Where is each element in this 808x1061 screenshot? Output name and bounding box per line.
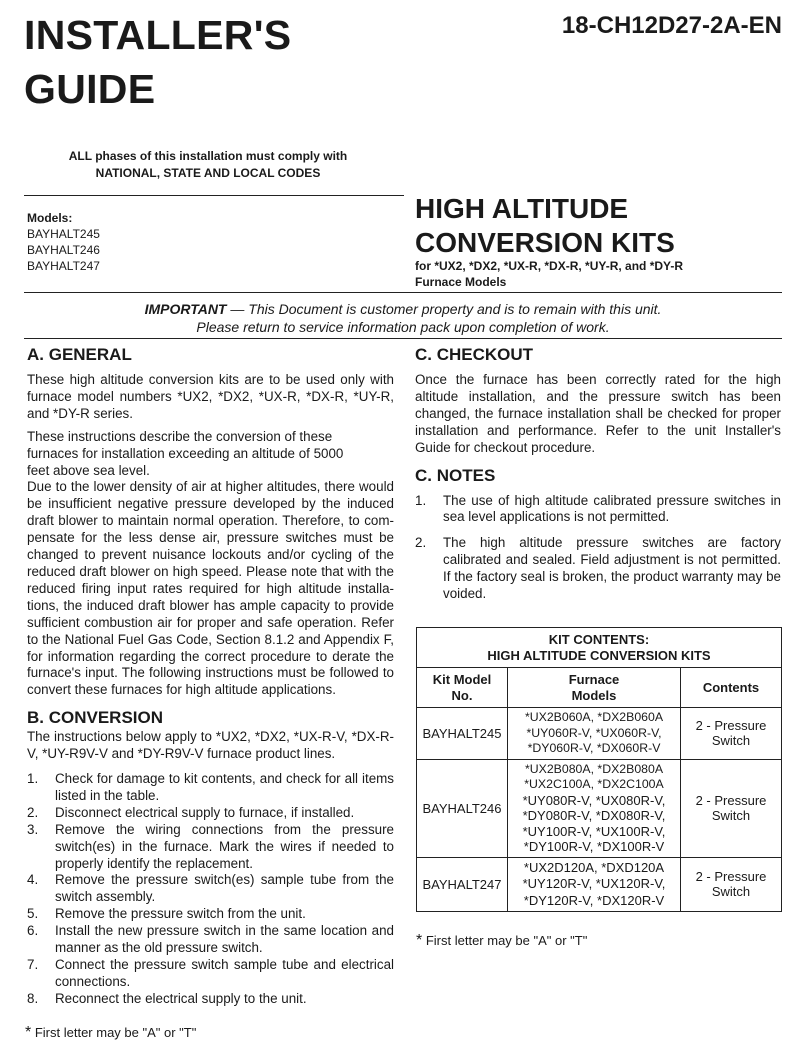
footnote-left	[25, 1024, 196, 1042]
divider-left	[24, 195, 404, 196]
column-header-furnace: Furnace Models	[508, 668, 681, 708]
table-row	[417, 857, 782, 912]
title-line-2: GUIDE	[24, 66, 156, 112]
contents-cell: 2 - Pressure Switch	[681, 708, 782, 760]
model-item: BAYHALT246	[27, 243, 100, 257]
divider-bottom	[24, 338, 782, 339]
important-line-2: Please return to service information pack upon completion of work.	[196, 319, 610, 335]
asterisk: *	[25, 1024, 32, 1041]
models-label: Models:	[27, 211, 73, 225]
notes-list	[415, 493, 781, 603]
general-heading: A. GENERAL	[27, 345, 132, 364]
asterisk: *	[416, 932, 423, 949]
compliance-notice	[40, 148, 376, 182]
table-header-row	[417, 668, 782, 708]
list-item: 4. Remove the pressure switch(es) sample tube from the switch assembly.	[27, 872, 394, 905]
important-text: — This Document is customer property and is to remain with this unit.	[226, 301, 662, 317]
kit-title	[415, 192, 675, 260]
general-paragraph-2: These instructions describe the conversion of these furnaces for installation exceeding an altitude of 5000 feet above sea level.	[27, 428, 344, 478]
list-item: 1. The use of high altitude calibrated pressure switches in sea level applications is not permitted.	[415, 492, 781, 525]
list-item: 2. The high altitude pressure switches are factory calibrated and sealed. Field adjustment is not permitted. If the factory seal is broken, the product warranty may be voided.	[415, 535, 781, 602]
notes-heading: C. NOTES	[415, 465, 496, 485]
list-item: 8. Reconnect the electrical supply to the unit.	[27, 990, 307, 1006]
list-item: 3. Remove the wiring connections from the pressure switch(es) in the furnace. Mark the wires if needed to properly identify the replacement.	[27, 821, 394, 871]
title-line-1: INSTALLER'S	[24, 12, 292, 58]
kit-subtitle-line-1: for *UX2, *DX2, *UX-R, *DX-R, *UY-R, and *DY-R	[415, 259, 684, 273]
kit-subtitle-line-2: Furnace Models	[415, 275, 507, 289]
important-notice	[24, 300, 782, 336]
compliance-line-2: NATIONAL, STATE AND LOCAL CODES	[95, 166, 321, 180]
table-title-row	[417, 628, 782, 668]
table-title: KIT CONTENTS: HIGH ALTITUDE CONVERSION KITS	[417, 628, 782, 668]
divider-top	[24, 292, 782, 293]
list-item: 2. Disconnect electrical supply to furnace, if installed.	[27, 804, 355, 820]
kit-model-cell: BAYHALT247	[417, 857, 508, 912]
left-column	[27, 344, 394, 1008]
table-row	[417, 759, 782, 857]
list-item: 6. Install the new pressure switch in the same location and manner as the old pressure switch.	[27, 923, 394, 956]
kit-title-line-2: CONVERSION KITS	[415, 227, 675, 258]
kit-subtitle	[415, 258, 775, 290]
kit-model-cell: BAYHALT245	[417, 708, 508, 760]
important-label: IMPORTANT	[144, 301, 227, 317]
checkout-heading: C. CHECKOUT	[415, 345, 534, 364]
models-list	[27, 210, 100, 274]
kit-model-cell: BAYHALT246	[417, 759, 508, 857]
general-paragraph-1: These high altitude conversion kits are to be used only with furnace model numbers *UX2, *DX2, *UX-R, *DX-R, *UY-R, and *DY-R series.	[27, 372, 394, 421]
compliance-line-1: ALL phases of this installation must comply with	[68, 149, 348, 163]
footnote-text: First letter may be "A" or "T"	[422, 933, 588, 948]
kit-title-line-1: HIGH ALTITUDE	[415, 193, 629, 224]
furnace-models-cell: *UX2D120A, *DXD120A *UY120R-V, *UX120R-V, *DY120R-V, *DX120R-V	[508, 857, 681, 912]
footnote-text: First letter may be "A" or "T"	[31, 1025, 197, 1040]
list-item: 5. Remove the pressure switch from the unit.	[27, 906, 306, 922]
column-header-kit: Kit Model No.	[417, 668, 508, 708]
document-number: 18-CH12D27-2A-EN	[561, 12, 782, 39]
list-item: 7. Connect the pressure switch sample tube and electrical connections.	[27, 957, 394, 989]
furnace-models-cell: *UX2B080A, *DX2B080A *UX2C100A, *DX2C100A *UY080R-V, *UX080R-V, *DY080R-V, *DX080R-V, *UY100R-V, *UX100R-V, *DY100R-V, *DX100R-V	[508, 759, 681, 857]
conversion-intro: The instructions below apply to *UX2, *DX2, *UX-R-V, *DX-R-V, *UY-R9V-V and *DY-R9V-V furnace product lines.	[27, 729, 394, 762]
contents-cell: 2 - Pressure Switch	[681, 759, 782, 857]
footnote-right	[416, 932, 587, 950]
model-item: BAYHALT245	[27, 227, 100, 241]
conversion-heading: B. CONVERSION	[27, 708, 164, 728]
kit-contents-table	[416, 627, 782, 912]
general-paragraph-3: Due to the lower density of air at higher altitudes, there would be insufficient negative pressure developed by the induced draft blower to maintain normal operation. Therefore, to com-pensate for the less dense air, pressure switches must be changed to prevent nuisance lockouts and/or cycling of the reduced draft blower on high speed. Please note that with the reduced firing input rates required for high altitude installa-tions, the induced draft blower has ample capacity to provide sufficient combustion air for proper and safe operation. Refer to the National Fuel Gas Code, Section 8.1.2 and Appendix F, for information regarding the correct procedure to derate the furnace's input. The following instructions must be followed to convert these furnaces for high altitude applications.	[27, 479, 394, 698]
document-title	[24, 8, 291, 116]
list-item: 1. Check for damage to kit contents, and check for all items listed in the table.	[27, 771, 394, 803]
contents-cell: 2 - Pressure Switch	[681, 857, 782, 912]
model-item: BAYHALT247	[27, 259, 100, 273]
checkout-paragraph: Once the furnace has been correctly rated for the high altitude installation, and the pressure switch has been changed, the furnace installation shall be checked for proper installation and performance. Refer to the unit Installer's Guide for checkout procedure.	[415, 372, 781, 455]
right-column	[415, 344, 781, 603]
furnace-models-cell: *UX2B060A, *DX2B060A *UY060R-V, *UX060R-V, *DY060R-V, *DX060R-V	[508, 708, 681, 760]
important-line-1	[24, 300, 782, 318]
conversion-steps	[27, 771, 394, 1008]
column-header-contents: Contents	[681, 668, 782, 708]
table-row	[417, 708, 782, 760]
